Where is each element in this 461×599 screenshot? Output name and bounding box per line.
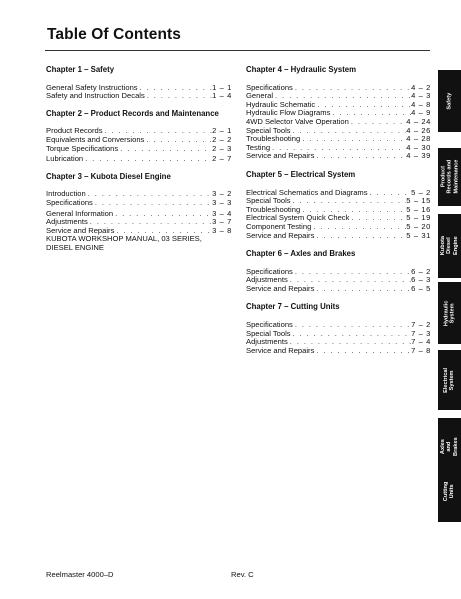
toc-entry[interactable] xyxy=(246,144,431,153)
dot-leader xyxy=(288,338,411,347)
chapter-entries xyxy=(246,189,431,241)
chapter-heading: Chapter 7 – Cutting Units xyxy=(246,302,340,312)
chapter-entries xyxy=(46,127,232,163)
chapter-entries xyxy=(46,84,232,101)
toc-entry-page: 5 – 20 xyxy=(406,222,431,231)
toc-entry-title: Electrical System Quick Check xyxy=(246,214,350,223)
toc-entry-title: Safety and Instruction Decals xyxy=(46,92,145,101)
toc-entry-page: 3 – 8 xyxy=(212,226,232,235)
dot-leader xyxy=(293,321,411,330)
dot-leader xyxy=(311,223,406,232)
toc-entry[interactable] xyxy=(46,210,232,219)
toc-entry-title: Special Tools xyxy=(246,126,291,135)
toc-entry-title: Product Records xyxy=(46,127,103,136)
chapter-entries xyxy=(246,268,431,294)
chapter-group xyxy=(246,66,431,161)
toc-entry[interactable] xyxy=(246,92,431,101)
dot-leader xyxy=(293,84,411,93)
toc-entry-title: Hydraulic Schematic xyxy=(246,100,316,109)
toc-entry-page: 5 – 16 xyxy=(406,205,431,214)
chapter-heading: Chapter 3 – Kubota Diesel Engine xyxy=(46,171,171,181)
chapter-entries xyxy=(246,321,431,355)
dot-leader xyxy=(83,155,212,164)
chapter-group xyxy=(246,303,431,355)
footer-model: Reelmaster 4000–D xyxy=(46,570,114,579)
toc-entry-title: Lubrication xyxy=(46,155,84,164)
chapter-group xyxy=(46,66,232,101)
toc-entry-title: Adjustments xyxy=(246,338,288,347)
toc-entry[interactable] xyxy=(246,84,431,93)
section-tab-label: Product Records and Maintenance xyxy=(439,160,459,194)
toc-entry-title: Service and Repairs xyxy=(246,231,315,240)
dot-leader xyxy=(118,145,212,154)
toc-entry-title: Testing xyxy=(246,143,271,152)
toc-entry-page: 4 – 3 xyxy=(411,92,431,101)
toc-entry[interactable] xyxy=(246,276,431,285)
toc-entry-title: Torque Specifications xyxy=(46,144,119,153)
toc-entry[interactable] xyxy=(46,92,232,101)
toc-entry-title: Service and Repairs xyxy=(46,226,115,235)
chapter-heading: Chapter 2 – Product Records and Maintenance xyxy=(46,108,219,118)
dot-leader xyxy=(300,206,406,215)
toc-entry-title: Service and Repairs xyxy=(246,346,315,355)
dot-leader xyxy=(270,144,406,153)
toc-entry-page: 4 – 9 xyxy=(411,109,431,118)
toc-entry-title: Troubleshooting xyxy=(246,135,301,144)
toc-entry-page: 3 – 2 xyxy=(212,190,232,199)
toc-entry-title: Specifications xyxy=(46,198,93,207)
title-divider xyxy=(45,50,430,51)
toc-entry[interactable] xyxy=(46,84,232,93)
toc-entry-page: 6 – 2 xyxy=(411,267,431,276)
toc-entry-title: General xyxy=(246,92,274,101)
dot-leader xyxy=(368,189,412,198)
toc-entry-title: Component Testing xyxy=(246,222,312,231)
toc-entry[interactable] xyxy=(46,218,232,227)
toc-entry-page: 5 – 2 xyxy=(411,188,431,197)
section-tab-label: Safety xyxy=(446,92,453,110)
section-tab[interactable] xyxy=(438,350,461,410)
toc-right-column xyxy=(246,66,431,365)
toc-entry[interactable] xyxy=(246,197,431,206)
toc-entry-page: 3 – 7 xyxy=(212,218,232,227)
section-tab-label: Hydraulic System xyxy=(443,300,456,326)
toc-entry[interactable] xyxy=(46,136,232,145)
toc-entry-title: Specifications xyxy=(246,83,293,92)
toc-entry-title: Special Tools xyxy=(246,329,291,338)
dot-leader xyxy=(349,214,406,223)
page-title: Table Of Contents xyxy=(47,26,182,43)
toc-entry-title: Troubleshooting xyxy=(246,205,301,214)
dot-leader xyxy=(86,190,212,199)
toc-entry-page: 2 – 7 xyxy=(212,155,232,164)
toc-entry-page: 4 – 8 xyxy=(411,100,431,109)
section-tab-label: Cutting Units xyxy=(443,481,456,501)
toc-entry[interactable] xyxy=(246,127,431,136)
toc-entry-page: 7 – 3 xyxy=(411,329,431,338)
toc-entry-title: Adjustments xyxy=(46,218,88,227)
toc-left-column xyxy=(46,66,232,262)
dot-leader xyxy=(330,109,411,118)
chapter-group xyxy=(246,250,431,293)
dot-leader xyxy=(113,210,212,219)
toc-entry-title: Service and Repairs xyxy=(246,152,315,161)
toc-entry-title: General Information xyxy=(46,209,114,218)
section-tab[interactable] xyxy=(438,214,461,278)
toc-entry-page: 7 – 2 xyxy=(411,321,431,330)
toc-entry[interactable] xyxy=(246,347,431,356)
chapter-group xyxy=(246,171,431,240)
chapter-group xyxy=(46,173,232,253)
toc-entry-title: Adjustments xyxy=(246,276,288,285)
toc-entry-page: 5 – 31 xyxy=(406,231,431,240)
chapter-group xyxy=(46,110,232,164)
toc-entry-page: 4 – 28 xyxy=(406,135,431,144)
toc-entry-page: 6 – 3 xyxy=(411,276,431,285)
toc-entry-page: 4 – 2 xyxy=(411,83,431,92)
toc-entry-title: Hydraulic Flow Diagrams xyxy=(246,109,331,118)
toc-entry[interactable] xyxy=(46,190,232,199)
toc-entry-title: 4WD Selector Valve Operation xyxy=(246,117,349,126)
dot-leader xyxy=(314,347,411,356)
toc-entry-title: Service and Repairs xyxy=(246,284,315,293)
chapter-entries xyxy=(246,84,431,161)
toc-entry[interactable] xyxy=(46,155,232,164)
toc-entry[interactable] xyxy=(246,223,431,232)
toc-entry[interactable] xyxy=(246,338,431,347)
section-tab[interactable] xyxy=(438,460,461,522)
toc-entry[interactable] xyxy=(246,321,431,330)
toc-entry[interactable] xyxy=(246,109,431,118)
chapter-heading: Chapter 4 – Hydraulic System xyxy=(246,65,357,74)
chapter-heading: Chapter 5 – Electrical System xyxy=(246,169,356,179)
toc-entry[interactable] xyxy=(246,152,431,161)
chapter-heading: Chapter 6 – Axles and Brakes xyxy=(246,249,356,259)
dot-leader xyxy=(293,268,411,277)
chapter-entries xyxy=(46,190,232,235)
dot-leader xyxy=(349,118,406,127)
footer-revision: Rev. C xyxy=(231,570,254,579)
dot-leader xyxy=(93,199,212,208)
dot-leader xyxy=(291,127,407,136)
toc-entry[interactable] xyxy=(246,268,431,277)
dot-leader xyxy=(300,135,406,144)
dot-leader xyxy=(88,218,212,227)
toc-entry-page: 7 – 4 xyxy=(411,338,431,347)
toc-entry-title: Electrical Schematics and Diagrams xyxy=(246,188,368,197)
toc-entry-title: Introduction xyxy=(46,190,86,199)
section-tab[interactable] xyxy=(438,70,461,132)
dot-leader xyxy=(314,232,406,241)
toc-entry-title: Equivalents and Conversions xyxy=(46,135,145,144)
dot-leader xyxy=(144,136,212,145)
dot-leader xyxy=(288,276,411,285)
section-tab-label: Electrical System xyxy=(443,367,456,393)
dot-leader xyxy=(145,92,212,101)
toc-entry[interactable] xyxy=(246,206,431,215)
reference-note: KUBOTA WORKSHOP MANUAL, 03 SERIES, DIESEL ENGINE xyxy=(46,234,202,252)
section-tab[interactable] xyxy=(438,282,461,344)
toc-entry[interactable] xyxy=(246,214,431,223)
toc-entry[interactable] xyxy=(246,135,431,144)
toc-entry[interactable] xyxy=(246,330,431,339)
section-tab-label: Axles and Brakes xyxy=(439,437,459,457)
toc-entry[interactable] xyxy=(246,189,431,198)
toc-entry[interactable] xyxy=(246,118,431,127)
toc-entry-page: 3 – 4 xyxy=(212,209,232,218)
toc-entry-title: Specifications xyxy=(246,321,293,330)
chapter-heading: Chapter 1 – Safety xyxy=(46,65,115,74)
toc-entry-title: General Safety Instructions xyxy=(46,83,138,92)
toc-entry-title: Specifications xyxy=(246,267,293,276)
dot-leader xyxy=(273,92,411,101)
dot-leader xyxy=(291,197,407,206)
toc-entry-page: 2 – 3 xyxy=(212,144,232,153)
dot-leader xyxy=(315,101,411,110)
toc-entry-page: 1 – 4 xyxy=(212,92,232,101)
toc-entry-page: 4 – 24 xyxy=(406,117,431,126)
toc-entry-title: Special Tools xyxy=(246,197,291,206)
toc-entry-page: 4 – 39 xyxy=(406,152,431,161)
toc-entry-page: 5 – 15 xyxy=(406,197,431,206)
toc-entry-page: 2 – 1 xyxy=(212,127,232,136)
toc-entry-page: 4 – 30 xyxy=(406,143,431,152)
toc-entry[interactable] xyxy=(246,285,431,294)
toc-entry[interactable] xyxy=(46,199,232,208)
dot-leader xyxy=(138,84,213,93)
toc-entry-page: 1 – 1 xyxy=(212,83,232,92)
section-tab-label: Kubota Diesel Engine xyxy=(439,236,459,256)
toc-entry[interactable] xyxy=(246,101,431,110)
dot-leader xyxy=(103,127,213,136)
toc-entry[interactable] xyxy=(46,145,232,154)
toc-entry[interactable] xyxy=(46,127,232,136)
toc-entry-page: 7 – 8 xyxy=(411,346,431,355)
dot-leader xyxy=(314,285,411,294)
toc-entry-page: 3 – 3 xyxy=(212,198,232,207)
toc-entry-page: 4 – 26 xyxy=(406,126,431,135)
toc-entry-page: 6 – 5 xyxy=(411,284,431,293)
toc-entry-page: 2 – 2 xyxy=(212,135,232,144)
toc-entry[interactable] xyxy=(246,232,431,241)
section-tab[interactable] xyxy=(438,148,461,206)
dot-leader xyxy=(291,330,412,339)
dot-leader xyxy=(314,152,406,161)
toc-entry-page: 5 – 19 xyxy=(406,214,431,223)
